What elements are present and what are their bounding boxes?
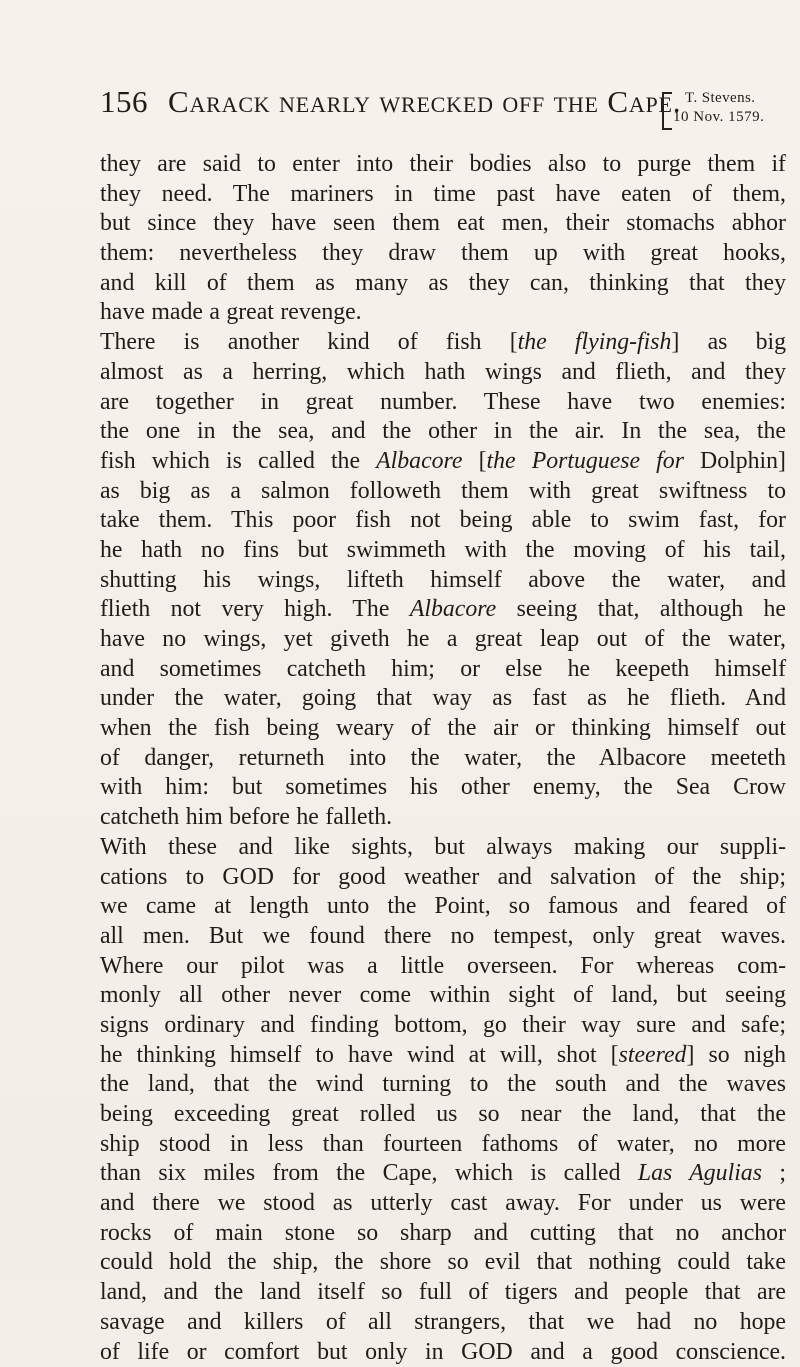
text-segment: than six miles from the Cape, which is called [100,1160,638,1186]
text-line: as big as a salmon followeth them with great swiftness to [100,477,786,507]
text-line: There is another kind of fish [the flying-fish] as big [100,328,786,358]
text-segment: so nigh [694,1042,786,1068]
text-line: when the fish being weary of the air or thinking himself out [100,714,786,744]
text-line: have made a great revenge. [100,298,786,328]
text-line: ship stood in less than fourteen fathoms of water, no more [100,1130,786,1160]
italic-gloss: the flying-fish [518,329,672,355]
text-line: under the water, going that way as fast as he flieth. And [100,684,786,714]
text-line: all men. But we found there no tempest, only great waves. [100,922,786,952]
margin-note [662,92,774,130]
text-line: take them. This poor fish not being able to swim fast, for [100,506,786,536]
text-line: and kill of them as many as they can, thinking that they [100,269,786,299]
text-line: With these and like sights, but always making our suppli- [100,833,786,863]
text-line: Where our pilot was a little overseen. For whereas com- [100,952,786,982]
text-line: savage and killers of all strangers, that we had no hope [100,1308,786,1338]
text-segment: There is another kind of fish [100,329,510,355]
text-line: but since they have seen them eat men, their stomachs abhor [100,209,786,239]
text-line: rocks of main stone so sharp and cutting that no anchor [100,1219,786,1249]
text-line: monly all other never come within sight of land, but seeing [100,981,786,1011]
text-line [100,595,786,625]
text-line: catcheth him before he falleth. [100,803,786,833]
italic-term: Albacore [376,448,462,474]
running-head [100,84,800,134]
italic-term: Albacore [410,596,496,622]
text-segment: Dolphin] [684,448,786,474]
italic-gloss: the Portuguese for [487,448,684,474]
text-line: are together in great number. These have two enemies: [100,388,786,418]
margin-note-date: 10 Nov. 1579. [673,109,764,125]
text-line: cations to GOD for good weather and salvation of the ship; [100,863,786,893]
text-line: almost as a herring, which hath wings and flieth, and they [100,358,786,388]
text-line: being exceeding great rolled us so near the land, that the [100,1100,786,1130]
text-segment: flieth not very high. The [100,596,410,622]
page-number: 156 [100,84,148,120]
italic-place-name: Las Agulias [638,1160,762,1186]
bracket-icon [662,92,672,130]
text-segment: ; [762,1160,786,1186]
text-line: we came at length unto the Point, so famous and feared of [100,892,786,922]
text-segment: as big [679,329,786,355]
text-segment: fish which is called the [100,448,376,474]
text-line: with him: but sometimes his other enemy, the Sea Crow [100,773,786,803]
text-line [100,1159,786,1189]
text-line: of danger, returneth into the water, the Albacore meeteth [100,744,786,774]
text-line: them: nevertheless they draw them up with great hooks, [100,239,786,269]
text-line: the one in the sea, and the other in the air. In the sea, the [100,417,786,447]
text-line: and sometimes catcheth him; or else he keepeth himself [100,655,786,685]
text-line: the land, that the wind turning to the south and the waves [100,1070,786,1100]
running-title: Carack nearly wrecked off the Cape. [168,84,681,120]
margin-note-author: T. Stevens. [685,90,755,106]
text-line: could hold the ship, the shore so evil that nothing could take [100,1248,786,1278]
text-line: he hath no fins but swimmeth with the moving of his tail, [100,536,786,566]
text-line: they need. The mariners in time past have eaten of them, [100,180,786,210]
text-segment: he thinking himself to have wind at will, shot [100,1042,611,1068]
text-line: of life or comfort but only in GOD and a good conscience. [100,1338,786,1367]
text-line: land, and the land itself so full of tigers and people that are [100,1278,786,1308]
text-line: have no wings, yet giveth he a great leap out of the water, [100,625,786,655]
text-line: fish which is called the Albacore [the Portuguese for Dolphin] [100,447,786,477]
body-text [100,150,786,1367]
text-line: shutting his wings, lifteth himself above the water, and [100,566,786,596]
text-segment: seeing that, although he [496,596,786,622]
text-line: and there we stood as utterly cast away. For under us were [100,1189,786,1219]
text-line: he thinking himself to have wind at will, shot [steered] so nigh [100,1041,786,1071]
text-line: signs ordinary and finding bottom, go their way sure and safe; [100,1011,786,1041]
italic-gloss: steered [619,1042,687,1068]
text-line: they are said to enter into their bodies also to purge them if [100,150,786,180]
